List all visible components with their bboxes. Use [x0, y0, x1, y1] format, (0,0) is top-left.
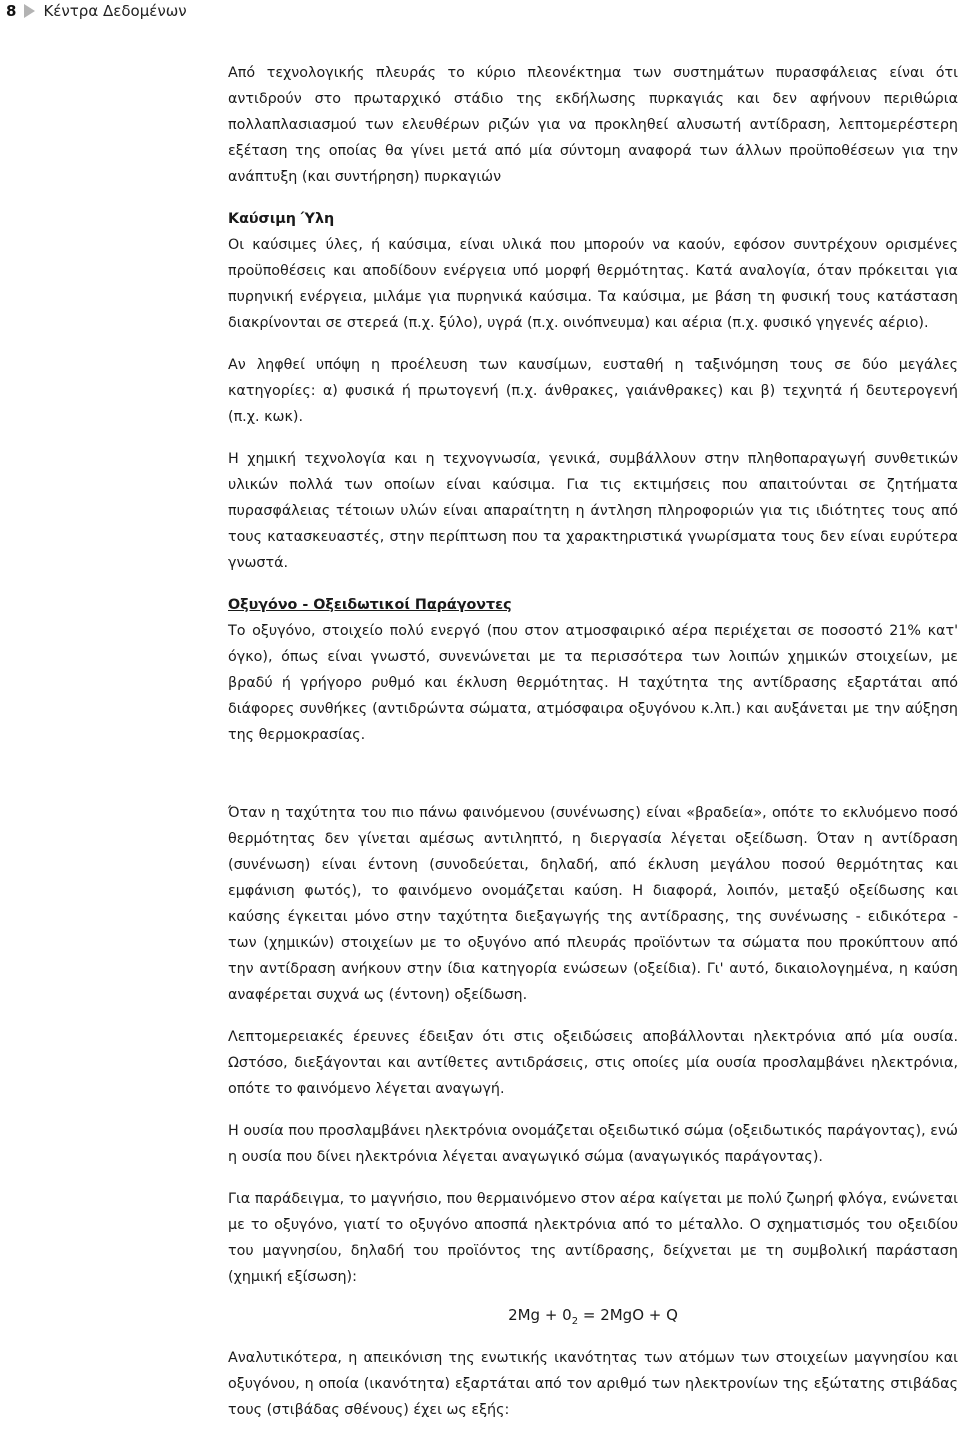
paragraph: Λεπτομερειακές έρευνες έδειξαν ότι στις οξειδώσεις αποβάλλονται ηλεκτρόνια από μία ουσία. Ωστόσο, διεξάγονται και αντίθετες αντιδράσεις, στις οποίες μία ουσία προσλαμβάνει ηλεκτρόνια, οπότε το φαινόμενο λέγεται αναγωγή.	[228, 1029, 958, 1097]
chemical-equation	[228, 1302, 958, 1335]
document-body	[228, 60, 958, 1423]
paragraph: Οι καύσιμες ύλες, ή καύσιμα, είναι υλικά που μπορούν να καούν, εφόσον συντρέχουν ορισμένες προϋποθέσεις και αποδίδουν ενέργεια υπό μορφή θερμότητας. Κατά αναλογία, όταν πρόκειται για πυρηνική ενέργεια, μιλάμε για πυρηνικά καύσιμα. Τα καύσιμα, με βάση τη φυσική τους κατάσταση διακρίνονται σε στερεά (π.χ. ξύλο), υγρά (π.χ. οινόπνευμα) και αέρια (π.χ. φυσικό γηγενές αέριο).	[228, 237, 958, 331]
paragraph: Αναλυτικότερα, η απεικόνιση της ενωτικής ικανότητας των ατόμων των στοιχείων μαγνησίου και οξυγόνου, η οποία (ικανότητα) εξαρτάται από τον αριθμό των ηλεκτρονίων της εξώτατης στιβάδας τους (στιβάδας σθένους) έχει ως εξής:	[228, 1350, 958, 1418]
section-heading-oxygen: Οξυγόνο - Οξειδωτικοί Παράγοντες	[228, 597, 512, 613]
equation-right: = 2MgO + Q	[578, 1306, 678, 1324]
triangle-arrow-icon	[24, 4, 35, 18]
running-title: Κέντρα Δεδομένων	[43, 2, 187, 20]
paragraph: Η χημική τεχνολογία και η τεχνογνωσία, γενικά, συμβάλλουν στην πληθοπαραγωγή συνθετικών υλικών πολλά των οποίων είναι καύσιμα. Για τις εκτιμήσεις που απαιτούνται σε ζητήματα πυρασφάλειας τέτοιων υλών είναι απαραίτητη η άντληση πληροφοριών για τις ιδιότητες τους από τους κατασκευαστές, στην περίπτωση που τα χαρακτηριστικά γνωρίσματα τους δεν είναι ευρύτερα γνωστά.	[228, 451, 958, 571]
section-heading-fuel: Καύσιμη Ύλη	[228, 211, 335, 227]
equation-subscript: 2	[571, 1316, 579, 1327]
paragraph: Για παράδειγμα, το μαγνήσιο, που θερμαινόμενο στον αέρα καίγεται με πολύ ζωηρή φλόγα, ενώνεται με το οξυγόνο, γιατί το οξυγόνο αποσπά ηλεκτρόνια από το μέταλλο. Ο σχηματισμός του οξειδίου του μαγνησίου, δηλαδή του προϊόντος της αντίδρασης, δείχνεται με τη συμβολική παράσταση (χημική εξίσωση):	[228, 1191, 958, 1285]
paragraph: Αν ληφθεί υπόψη η προέλευση των καυσίμων, ευσταθή η ταξινόμηση τους σε δύο μεγάλες κατηγορίες: α) φυσικά ή πρωτογενή (π.χ. άνθρακες, γαιάνθρακες) και β) τεχνητά ή δευτερογενή (π.χ. κωκ).	[228, 357, 958, 425]
paragraph: Το οξυγόνο, στοιχείο πολύ ενεργό (που στον ατμοσφαιρικό αέρα περιέχεται σε ποσοστό 21% κατ' όγκο), όπως είναι γνωστό, συνενώνεται με τα περισσότερα των λοιπών χημικών στοιχείων, με βραδύ ή γρήγορο ρυθμό και έκλυση θερμότητας. Η ταχύτητα της αντίδρασης εξαρτάται από διάφορες συνθήκες (αντιδρώντα σώματα, ατμόσφαιρα οξυγόνου κ.λπ.) και αυξάνεται με την αύξηση της θερμοκρασίας.	[228, 623, 958, 743]
paragraph: Από τεχνολογικής πλευράς το κύριο πλεονέκτημα των συστημάτων πυρασφάλειας είναι ότι αντιδρούν στο πρωταρχικό στάδιο της εκδήλωσης πυρκαγιάς και δεν αφήνουν περιθώρια πολλαπλασιασμού των ελευθέρων ριζών για να προκληθεί αλυσωτή αντίδραση, λεπτομερέστερη εξέταση της οποίας θα γίνει μετά από μία σύντομη αναφορά των άλλων προϋποθέσεων για την ανάπτυξη (και συντήρηση) πυρκαγιών	[228, 65, 958, 185]
page-header	[6, 0, 187, 22]
paragraph: Η ουσία που προσλαμβάνει ηλεκτρόνια ονομάζεται οξειδωτικό σώμα (οξειδωτικός παράγοντας), ενώ η ουσία που δίνει ηλεκτρόνια λέγεται αναγωγικό σώμα (αναγωγικός παράγοντας).	[228, 1123, 958, 1165]
equation-left: 2Mg + 0	[508, 1306, 572, 1324]
paragraph: Όταν η ταχύτητα του πιο πάνω φαινόμενου (συνένωσης) είναι «βραδεία», οπότε το εκλυόμενο ποσό θερμότητας δεν γίνεται αμέσως αντιληπτό, η διεργασία λέγεται οξείδωση. Όταν η αντίδραση (συνένωση) είναι έντονη (συνοδεύεται, δηλαδή, από έκλυση μεγάλου ποσού θερμότητας και εμφάνιση φωτός), το φαινόμενο ονομάζεται καύση. Η διαφορά, λοιπόν, μεταξύ οξείδωσης και καύσης έγκειται μόνο στην ταχύτητα διεξαγωγής της αντίδρασης, της συνένωσης - ειδικότερα - των (χημικών) στοιχείων με το οξυγόνο από πλευράς προϊόντων τα σώματα που προκύπτουν από την αντίδραση ανήκουν στην ίδια κατηγορία ενώσεων (οξείδια). Γι' αυτό, δικαιολογημένα, η καύση αναφέρεται συχνά ως (έντονη) οξείδωση.	[228, 805, 958, 1003]
page-number: 8	[6, 2, 17, 20]
